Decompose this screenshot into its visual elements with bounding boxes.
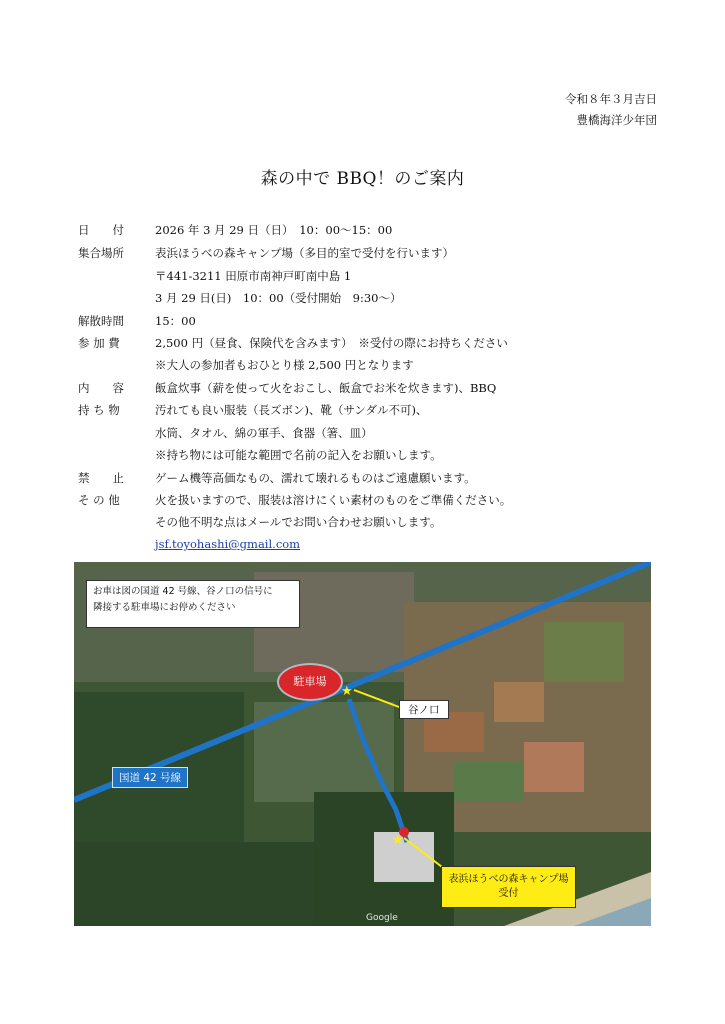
parking-note-line2: 隣接する駐車場にお停めください: [93, 602, 236, 613]
date-value: 2026 年 3 月 29 日（日） 10：00〜15：00: [155, 223, 393, 237]
route-42-label: 国道 42 号線: [112, 767, 188, 788]
parking-note-line1: お車は図の国道 42 号線、谷ノ口の信号に: [93, 586, 273, 597]
location-map[interactable]: [74, 562, 651, 926]
page-title: 森の中で BBQ！のご案内: [260, 169, 465, 189]
content-label: 内 容: [78, 381, 124, 395]
items-label: 持 ち 物: [78, 403, 120, 417]
items-note: ※持ち物には可能な範囲で名前の記入をお願いします。: [155, 448, 442, 462]
dismiss-label: 解散時間: [78, 314, 124, 328]
campsite-label-line1: 表浜ほうべの森キャンプ場: [448, 874, 569, 885]
svg-text:★: ★: [341, 684, 353, 699]
place-time: 3 月 29 日(日) 10：00（受付開始 9:30〜）: [155, 291, 402, 305]
intersection-label: 谷ノ口: [399, 700, 449, 719]
place-value: 表浜ほうべの森キャンプ場（多目的室で受付を行います）: [155, 246, 454, 260]
google-logo: Google: [366, 913, 398, 923]
prohibit-value: ゲーム機等高価なもの、濡れて壊れるものはご遠慮願います。: [155, 471, 476, 485]
place-label: 集合場所: [78, 246, 124, 260]
parking-marker: 駐車場: [277, 663, 343, 701]
date-label: 日 付: [78, 223, 124, 237]
parking-note: [86, 580, 300, 628]
prohibit-label: 禁 止: [78, 471, 124, 485]
fee-note: ※大人の参加者もおひとり様 2,500 円となります: [155, 358, 414, 372]
email-link[interactable]: jsf.toyohashi@gmail.com: [155, 537, 301, 551]
other-value2: その他不明な点はメールでお問い合わせお願いします。: [155, 515, 442, 529]
other-value1: 火を扱いますので、服装は溶けにくい素材のものをご準備ください。: [155, 493, 512, 507]
other-label: そ の 他: [78, 493, 120, 507]
header-organization: 豊橋海洋少年団: [576, 113, 657, 127]
dismiss-value: 15：00: [155, 314, 196, 328]
campsite-label-line2: 受付: [498, 888, 519, 899]
items-value1: 汚れても良い服装（長ズボン)、靴（サンダル不可)、: [155, 403, 428, 417]
content-value: 飯盒炊事（薪を使って火をおこし、飯盒でお米を炊きます)、BBQ: [155, 381, 497, 395]
fee-label: 参 加 費: [78, 336, 120, 350]
fee-value: 2,500 円（昼食、保険代を含みます） ※受付の際にお持ちください: [155, 336, 508, 350]
svg-text:★: ★: [392, 833, 404, 848]
header-date: 令和８年３月吉日: [565, 92, 657, 106]
campsite-label: [441, 866, 576, 908]
items-value2: 水筒、タオル、綿の軍手、食器（箸、皿）: [155, 426, 373, 440]
place-address: 〒441-3211 田原市南神戸町南中島 1: [155, 269, 352, 283]
